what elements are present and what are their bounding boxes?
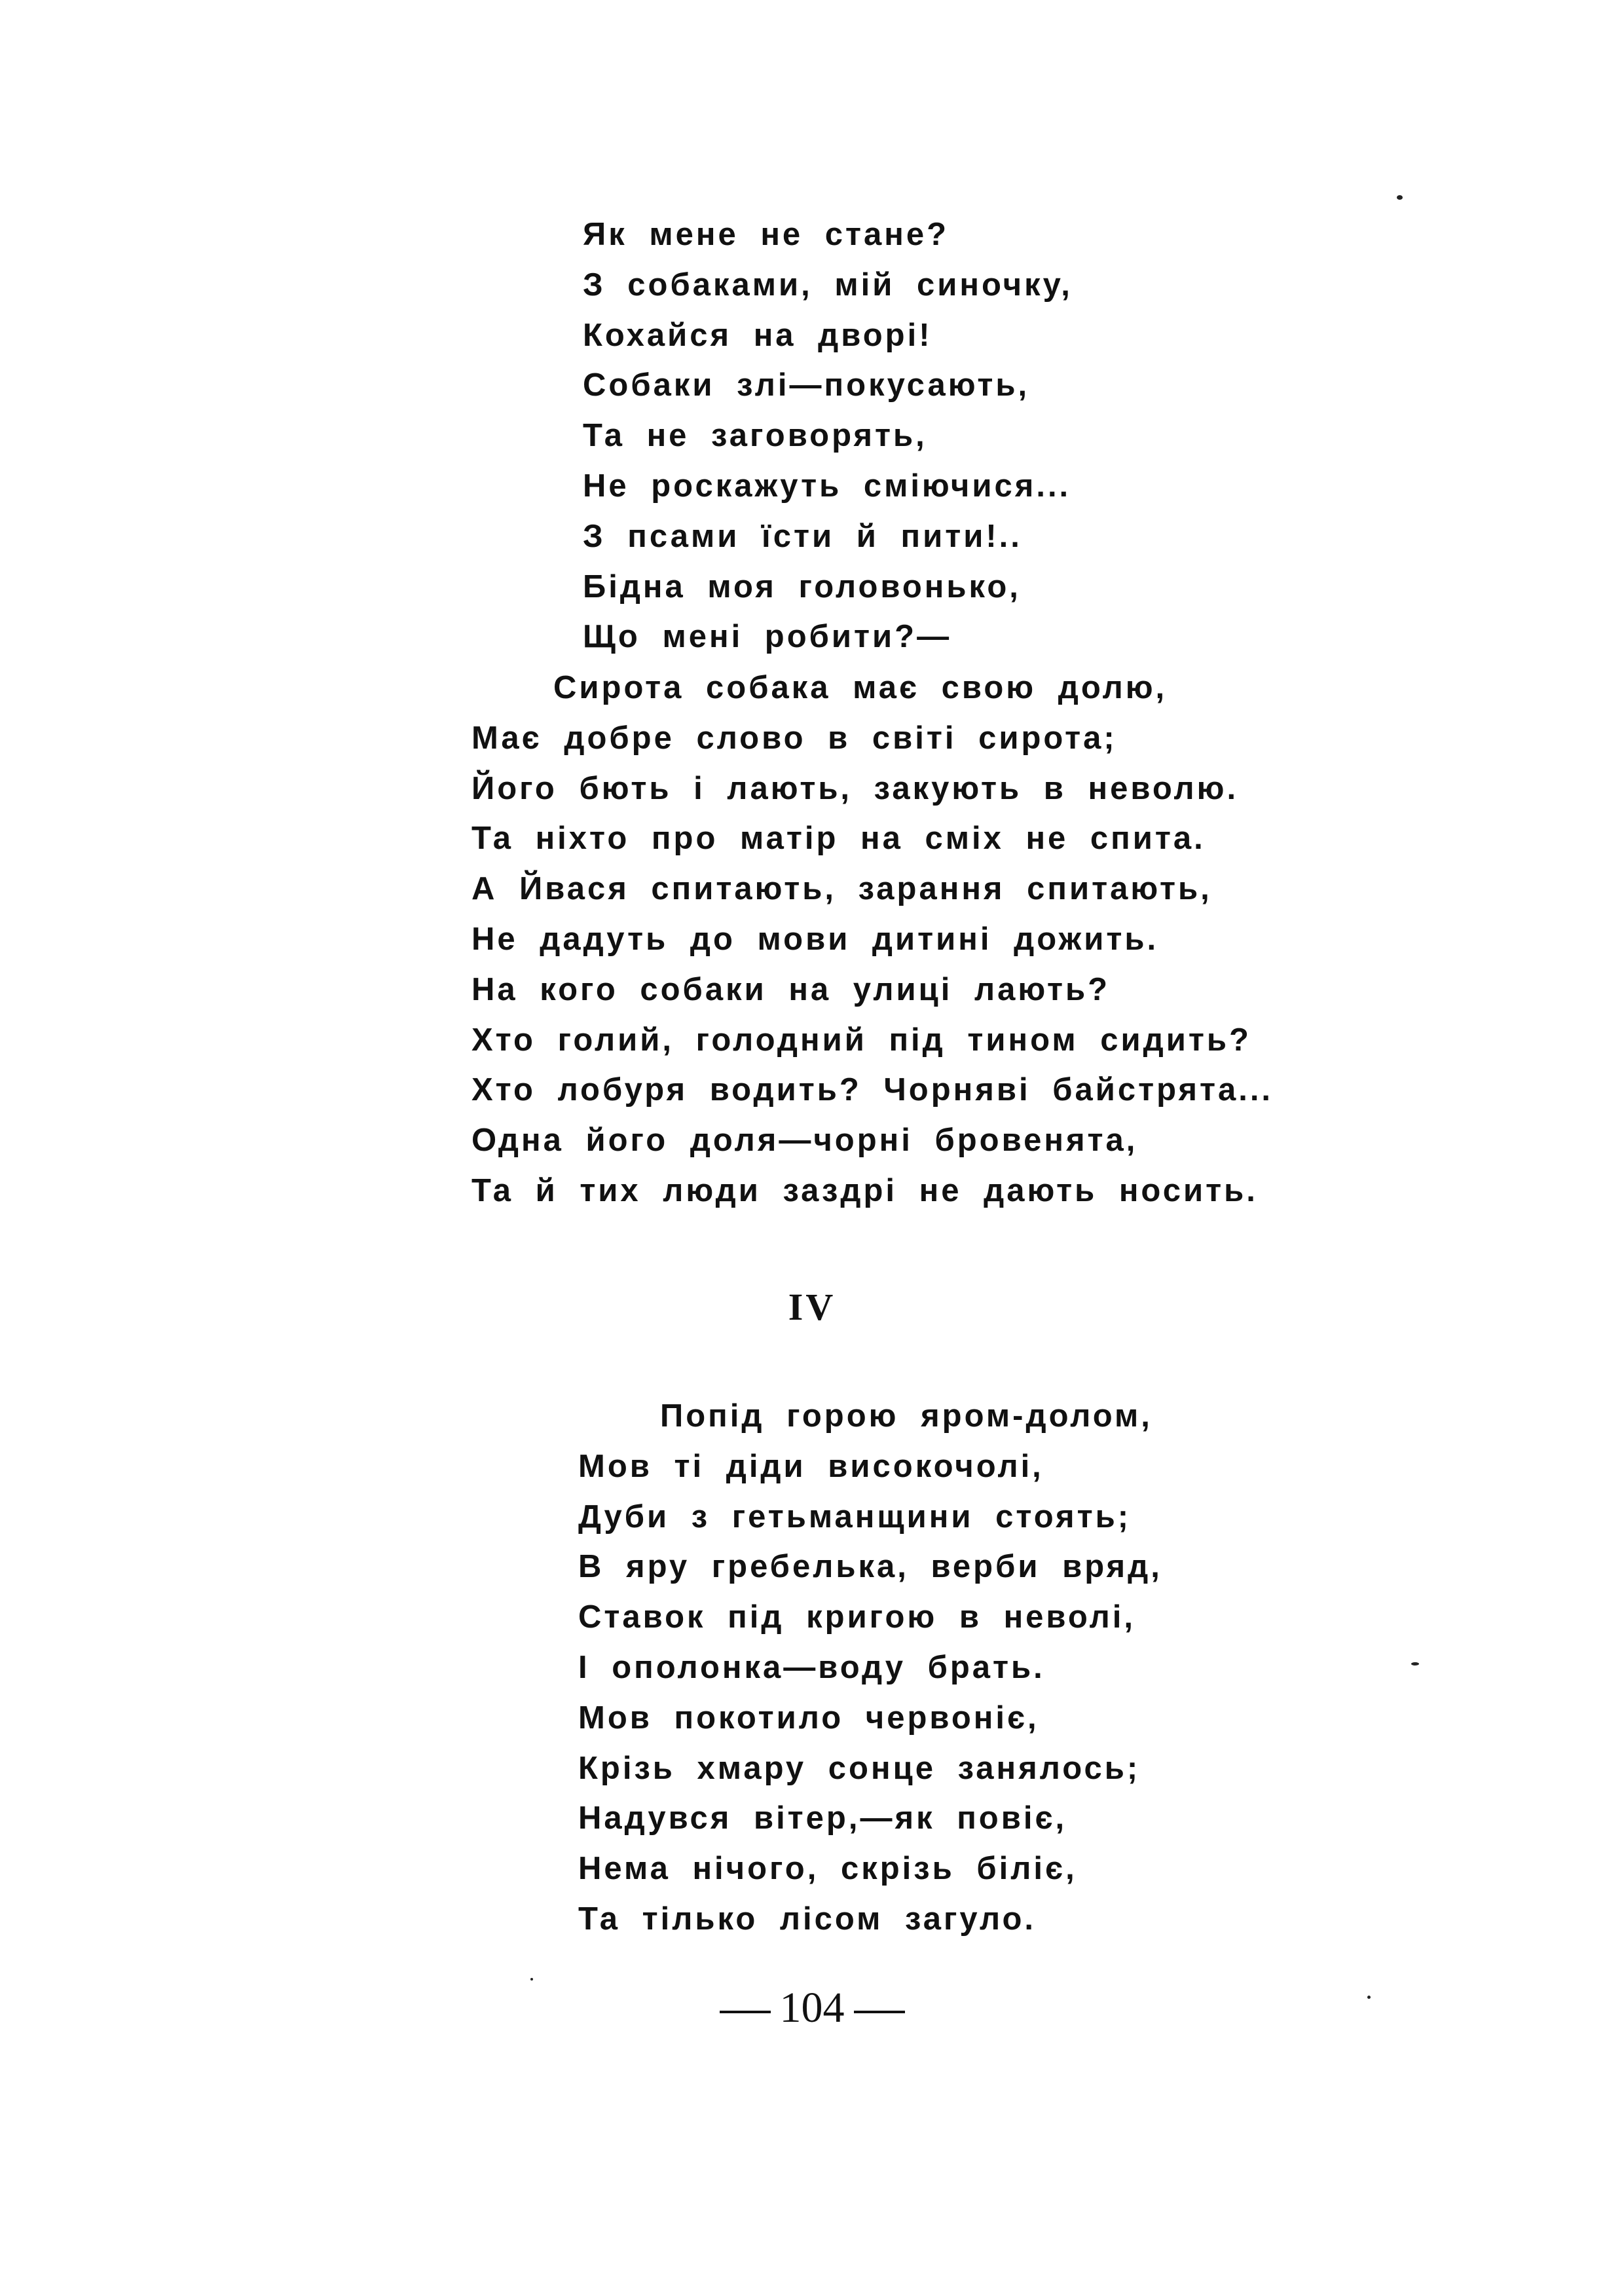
verse-line: Надувся вітер,—як повіє, [578,1800,1067,1836]
verse-line: Одна його доля—чорні бровенята, [471,1123,1138,1159]
verse-line: Його бють і лають, закують в неволю. [471,770,1239,806]
verse-line: Що мені робити?— [583,619,952,655]
poem-stanza-1 [583,210,1073,662]
verse-line: На кого собаки на улиці лають? [471,971,1111,1007]
verse-line: Та не заговорять, [583,418,927,454]
verse-line: Та ніхто про матір на сміх не спита. [471,821,1206,857]
scan-speck [1397,195,1403,200]
verse-line: Мов ті діди високочолі, [578,1448,1044,1484]
scan-speck [1367,1996,1371,1999]
verse-line: Нема нічого, скрізь біліє, [578,1851,1077,1887]
verse-line: Хто лобуря водить? Чорняві байстрята... [471,1072,1274,1108]
verse-line: З собаками, мій синочку, [583,267,1073,303]
verse-line: Дуби з гетьманщини стоять; [578,1498,1132,1535]
scan-speck [1411,1662,1419,1666]
page-number [0,1983,1624,2033]
verse-line: Не дадуть до мови дитині дожить. [471,921,1159,957]
verse-line: Мов покотило червоніє, [578,1700,1039,1736]
verse-line: Бідна моя головонько, [583,568,1021,605]
verse-line: Попід горою яром-долом, [660,1398,1153,1434]
verse-line: Та тілько лісом загуло. [578,1901,1037,1937]
verse-line: Ставок під кригою в неволі, [578,1599,1135,1635]
verse-line: Не роскажуть сміючися... [583,468,1071,504]
verse-line: Сирота собака має свою долю, [553,670,1168,705]
verse-line: Має добре слово в світі сирота; [471,720,1117,756]
page-number-text: 104 [779,1984,845,2032]
poem-stanza-2 [471,663,1273,1216]
verse-line: Як мене не стане? [583,217,950,252]
verse-line: І ополонка—воду брать. [578,1649,1045,1685]
verse-line: Та й тих люди заздрі не дають носить. [471,1172,1258,1208]
verse-line: Хто голий, голодний під тином сидить? [471,1022,1251,1058]
verse-line: Крізь хмару сонце занялось; [578,1750,1141,1786]
scan-speck [530,1978,533,1981]
dash-left [720,2011,771,2013]
verse-line: З псами їсти й пити!.. [583,518,1022,554]
verse-line: А Йвася спитають, зарання спитають, [471,871,1212,907]
verse-line: В яру гребелька, верби вряд, [578,1549,1162,1585]
poem-stanza-3 [578,1391,1162,1945]
section-heading: IV [788,1286,836,1328]
dash-right [854,2011,905,2013]
verse-line: Кохайся на дворі! [583,317,932,353]
verse-line: Собаки злі—покусають, [583,367,1030,403]
